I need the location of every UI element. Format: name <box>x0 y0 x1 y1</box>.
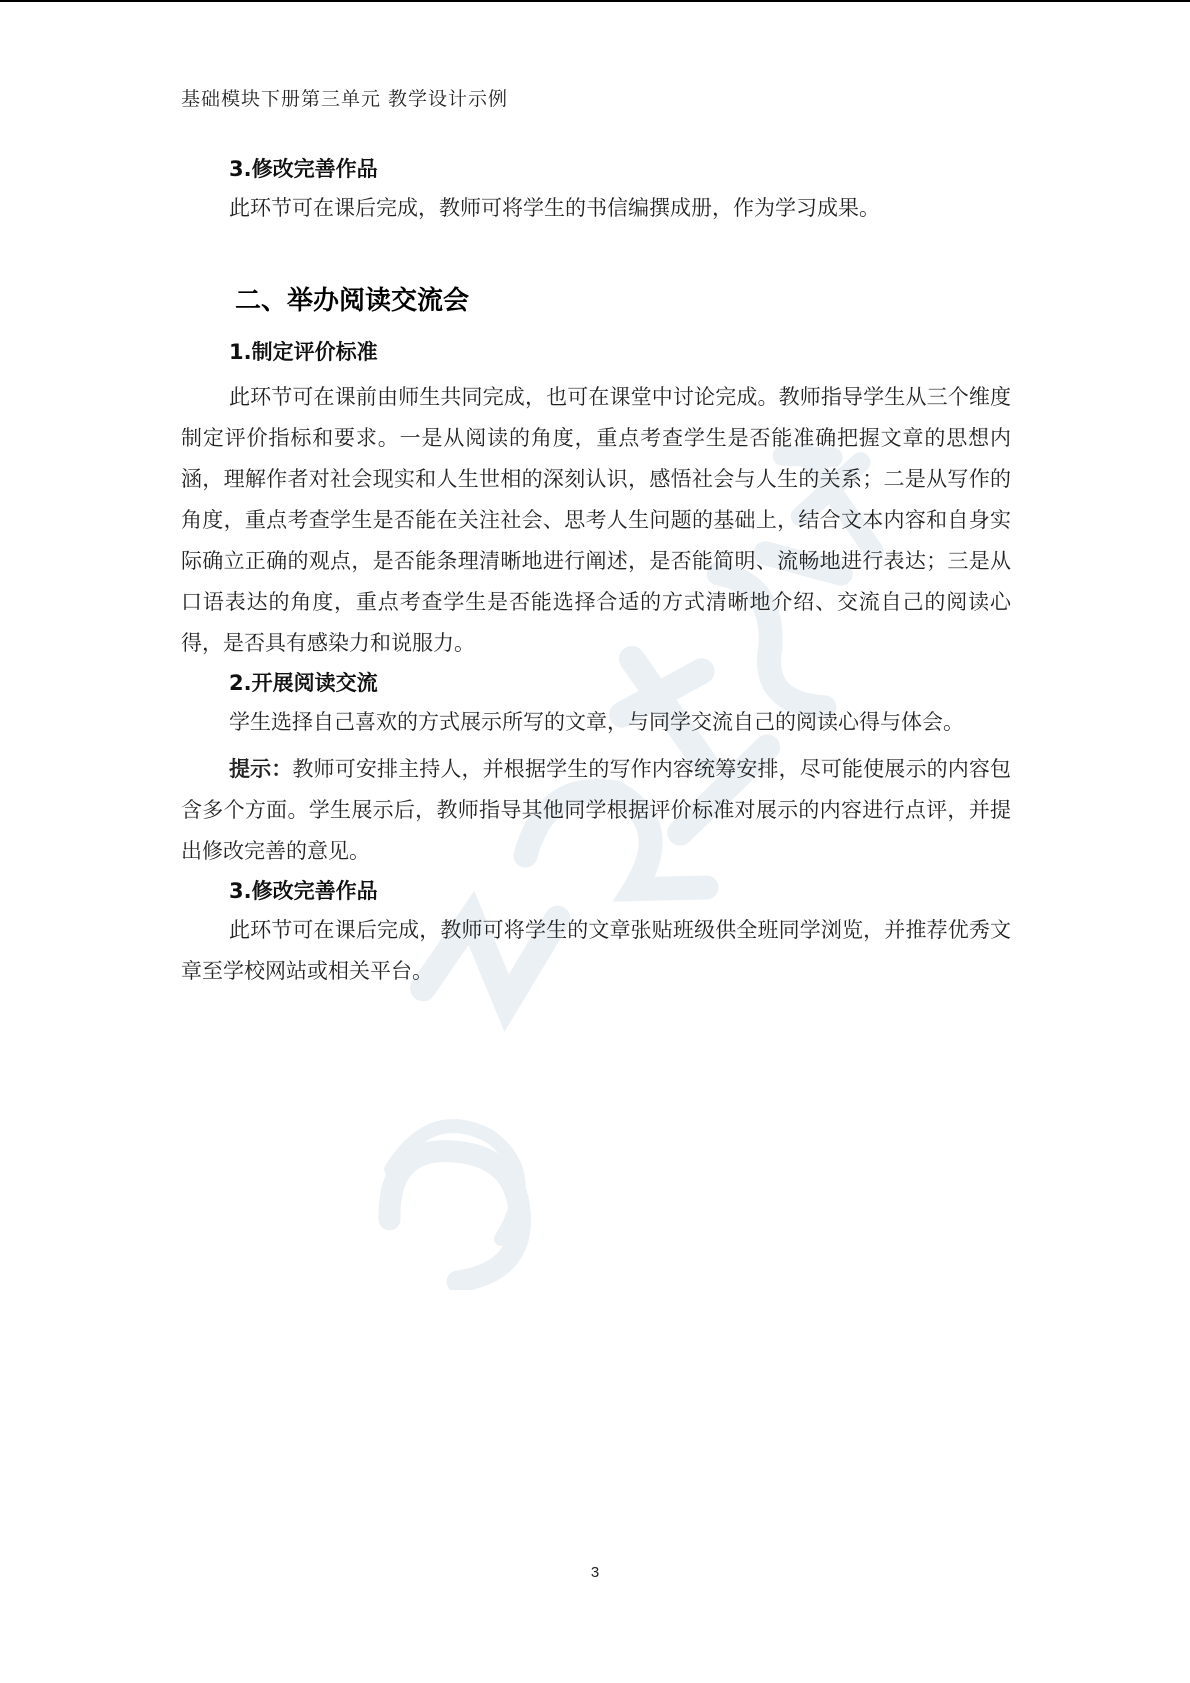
step3-paragraph: 此环节可在课后完成，教师可将学生的文章张贴班级供全班同学浏览，并推荐优秀文章至学校网站或相关平台。 <box>181 918 1011 983</box>
tip-label: 提示： <box>229 757 293 781</box>
step3-heading: 3.修改完善作品 <box>229 879 378 903</box>
prev-step3-heading: 3.修改完善作品 <box>229 157 378 181</box>
step2-paragraph: 学生选择自己喜欢的方式展示所写的文章，与同学交流自己的阅读心得与体会。 <box>229 710 964 734</box>
document-body <box>181 150 1011 992</box>
prev-step3-paragraph: 此环节可在课后完成，教师可将学生的书信编撰成册，作为学习成果。 <box>229 196 880 220</box>
tip-paragraph <box>181 749 1011 872</box>
page-number: 3 <box>590 1564 600 1581</box>
tip-text: 教师可安排主持人，并根据学生的写作内容统筹安排，尽可能使展示的内容包含多个方面。学生展示后，教师指导其他同学根据评价标准对展示的内容进行点评，并提出修改完善的意见。 <box>181 757 1012 863</box>
section-two-title: 二、举办阅读交流会 <box>235 286 470 316</box>
running-header: 基础模块下册第三单元 教学设计示例 <box>181 88 509 110</box>
top-border-line <box>0 0 1190 2</box>
step1-paragraph: 此环节可在课前由师生共同完成，也可在课堂中讨论完成。教师指导学生从三个维度制定评价指标和要求。一是从阅读的角度，重点考查学生是否能准确把握文章的思想内涵，理解作者对社会现实和人生世相的深刻认识，感悟社会与人生的关系；二是从写作的角度，重点考查学生是否能在关注社会、思考人生问题的基础上，结合文本内容和自身实际确立正确的观点，是否能条理清晰地进行阐述，是否能简明、流畅地进行表达；三是从口语表达的角度，重点考查学生是否能选择合适的方式清晰地介绍、交流自己的阅读心得，是否具有感染力和说服力。 <box>181 385 1011 655</box>
step2-heading: 2.开展阅读交流 <box>229 671 378 695</box>
step1-heading: 1.制定评价标准 <box>229 340 378 364</box>
